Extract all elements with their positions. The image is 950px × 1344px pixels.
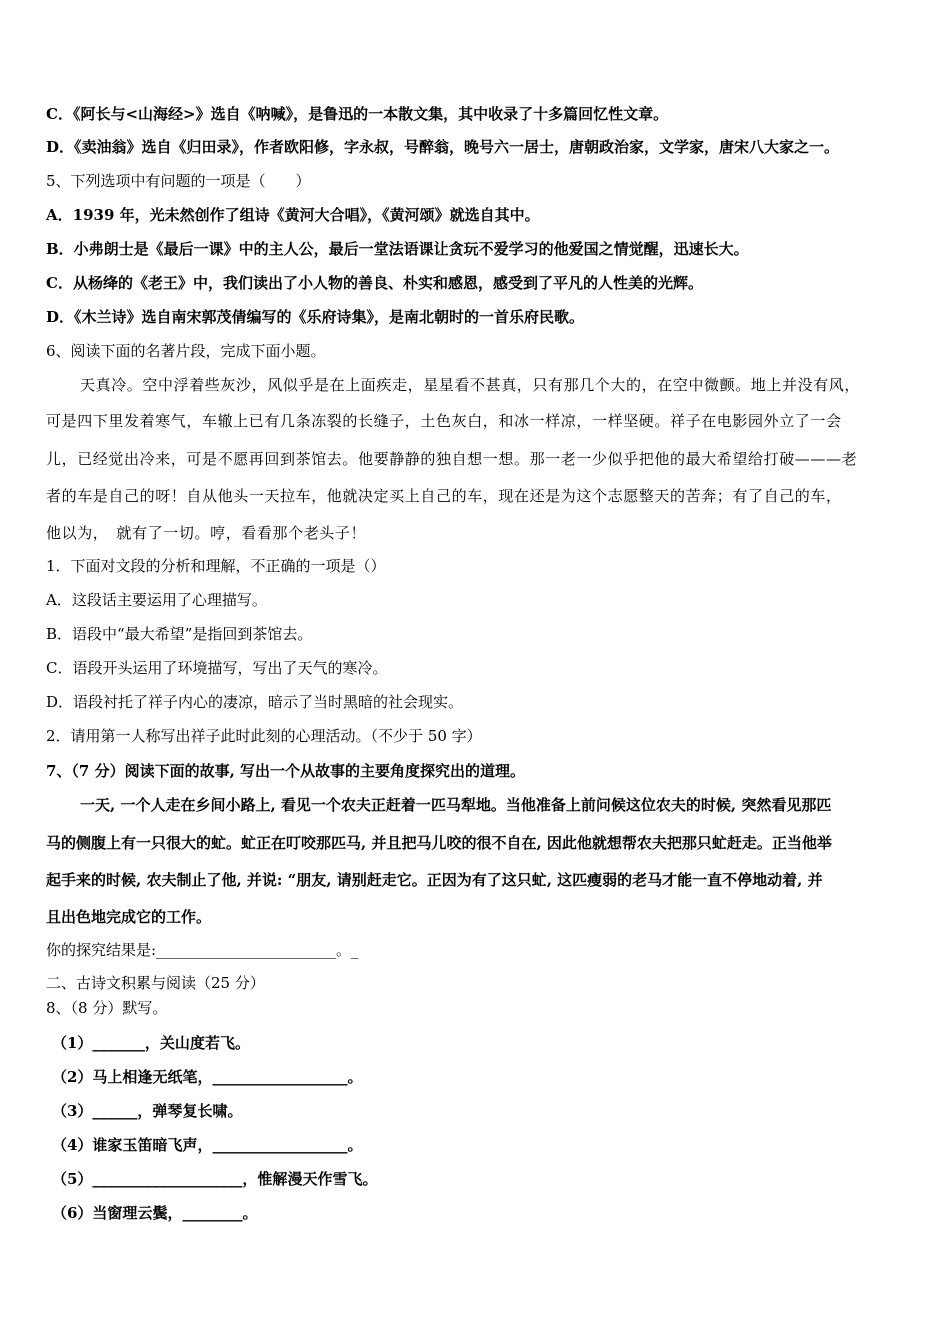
dictation-item-6: （6）当窗理云鬓，________。 [52, 1204, 258, 1222]
q5-option-a: A．1939 年，光未然创作了组诗《黄河大合唱》，《黄河颂》就选自其中。 [46, 206, 540, 224]
subquestion-2-title: 2．请用第一人称写出祥子此时此刻的心理活动。（不少于 50 字） [46, 727, 482, 745]
story-line-3: 起手来的时候, 农夫制止了他, 并说: “朋友, 请别赶走它。正因为有了这只虻, 这匹瘦弱的老马才能一直不停地动着, 并 [46, 871, 823, 889]
q5-option-b: B．小弗朗士是《最后一课》中的主人公，最后一堂法语课让贪玩不爱学习的他爱国之情觉醒，迅速长大。 [46, 240, 749, 258]
option-d-maiyouweng: D．《卖油翁》选自《归田录》，作者欧阳修，字永叔，号醉翁，晚号六一居士，唐朝政治家，文学家，唐宋八大家之一。 [46, 138, 840, 156]
question-5-title: 5、下列选项中有问题的一项是（ ） [46, 172, 311, 190]
q5-option-c: C．从杨绛的《老王》中，我们读出了小人物的善良、朴实和感恩，感受到了平凡的人性美的光辉。 [46, 274, 703, 292]
passage-line-2: 可是四下里发着寒气，车辙上已有几条冻裂的长缝子，土色灰白，和冰一样凉，一样坚硬。祥子在电影园外立了一会 [46, 412, 842, 430]
dictation-item-4: （4）谁家玉笛暗飞声，__________________。 [52, 1136, 363, 1154]
dictation-item-1: （1）_______，关山度若飞。 [52, 1034, 250, 1052]
q5-option-d: D．《木兰诗》选自南宋郭茂倩编写的《乐府诗集》，是南北朝时的一首乐府民歌。 [46, 308, 585, 326]
story-line-2: 马的侧腹上有一只很大的虻。虻正在叮咬那匹马, 并且把马儿咬的很不自在, 因此他就想帮农夫把那只虻赶走。正当他举 [46, 834, 832, 852]
answer-blank-line: 你的探究结果是:________________________。_ [46, 941, 359, 959]
passage-line-3: 儿，已经觉出冷来，可是不愿再回到茶馆去。他要静静的独自想一想。那一老一少似乎把他的最大希望给打破———老 [46, 450, 858, 468]
dictation-item-5: （5）____________________，惟解漫天作雪飞。 [52, 1170, 378, 1188]
dictation-item-2: （2）马上相逢无纸笔，__________________。 [52, 1068, 363, 1086]
section-2-heading: 二、古诗文积累与阅读（25 分） [46, 974, 265, 992]
subquestion-1-title: 1．下面对文段的分析和理解，不正确的一项是（） [46, 557, 386, 575]
subq1-option-a: A．这段话主要运用了心理描写。 [46, 591, 267, 609]
question-7-title: 7、（7 分）阅读下面的故事, 写出一个从故事的主要角度探究出的道理。 [46, 762, 526, 780]
passage-line-1: 天真冷。空中浮着些灰沙，风似乎是在上面疾走，星星看不甚真，只有那几个大的，在空中微颤。地上并没有风， [80, 376, 861, 394]
dictation-item-3: （3）______，弹琴复长啸。 [52, 1102, 243, 1120]
question-6-title: 6、阅读下面的名著片段，完成下面小题。 [46, 342, 326, 360]
story-line-4: 且出色地完成它的工作。 [46, 908, 212, 926]
passage-line-5: 他以为， 就有了一切。哼，看看那个老头子！ [46, 524, 367, 542]
subq1-option-b: B．语段中“最大希望”是指回到茶馆去。 [46, 625, 313, 643]
story-line-1: 一天, 一个人走在乡间小路上, 看见一个农夫正赶着一匹马犁地。当他准备上前问候这位农夫的时候, 突然看见那匹 [80, 796, 832, 814]
subq1-option-c: C．语段开头运用了环境描写，写出了天气的寒冷。 [46, 659, 388, 677]
subq1-option-d: D．语段衬托了祥子内心的凄凉，暗示了当时黑暗的社会现实。 [46, 693, 464, 711]
question-8-title: 8、（8 分）默写。 [46, 999, 168, 1017]
option-c-ashan: C．《阿长与<山海经>》选自《呐喊》，是鲁迅的一本散文集，其中收录了十多篇回忆性文章。 [46, 105, 669, 123]
passage-line-4: 者的车是自己的呀！自从他头一天拉车，他就决定买上自己的车，现在还是为这个志愿整天的苦奔；有了自己的车， [46, 487, 842, 505]
